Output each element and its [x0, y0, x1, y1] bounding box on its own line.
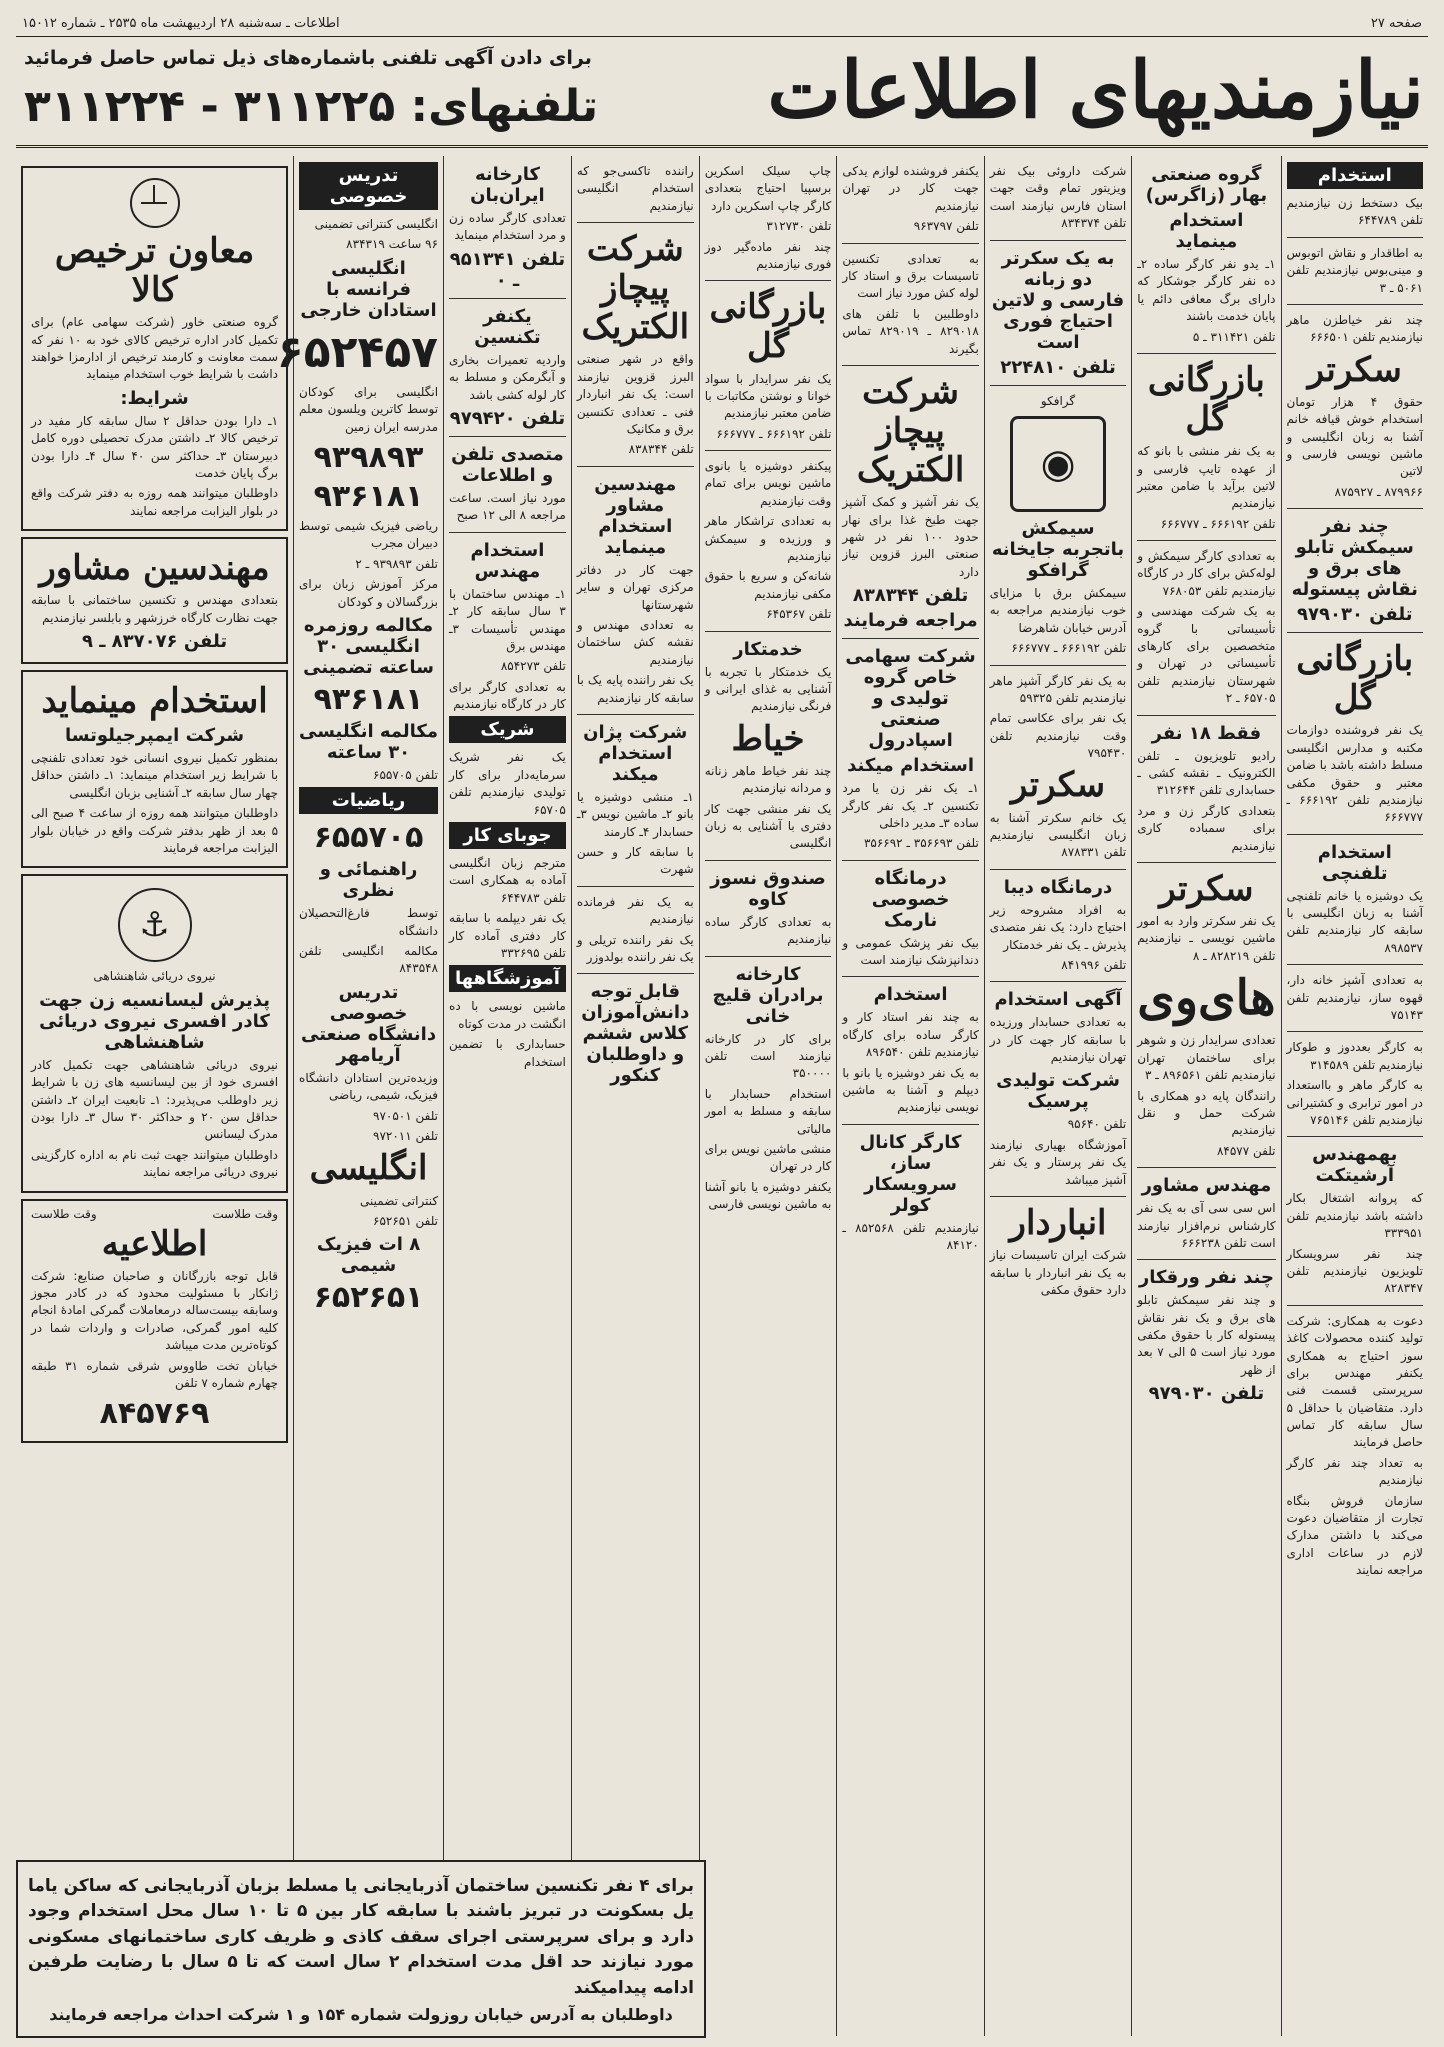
ad-text: ریاضی فیزیک شیمی توسط دبیران مجرب — [299, 518, 439, 551]
divider — [842, 365, 978, 366]
ad-phone: ۹۳۶۱۸۱ — [313, 681, 424, 717]
divider — [705, 860, 832, 861]
ad-text: چند نفر خیاطزن ماهر نیازمندیم تلفن ۶۶۶۵۰۱ — [1286, 312, 1423, 345]
ad-heading: شرکت پیچاز الکتریک — [581, 229, 690, 348]
time-label: وقت طلاست — [212, 1206, 279, 1221]
ad-heading: بازرگانی گل — [1147, 359, 1265, 440]
divider — [1137, 540, 1275, 541]
ad-text: تلفن ۹۳۹۸۹۳ ـ ۲ — [355, 556, 439, 571]
masthead-notice: برای دادن آگهی تلفنی باشماره‌های ذیل تماس حاصل فرمائید — [24, 47, 592, 69]
column-7 — [443, 156, 571, 2036]
column-4 — [836, 156, 983, 2036]
section-header-schools: آموزشگاهها — [449, 965, 566, 992]
time-labels — [31, 1207, 278, 1221]
ad-heading: استخدام مینماید — [41, 680, 268, 721]
ad-text: ماشین نویسی با ده انگشت در مدت کوتاه — [449, 999, 566, 1031]
ad-box-customs — [21, 166, 288, 531]
ad-note: داوطلبان میتوانند همه روزه به دفتر شرکت واقع در بلوار الیزابت مراجعه نمایند — [31, 486, 279, 518]
ad-text: با سابقه کار و حسن شهرت — [576, 845, 694, 877]
ad-text: به یک نفر دوشیزه یا بانو با دیپلم و آشنا به ماشین نویسی نیازمندیم — [842, 1065, 979, 1115]
ad-heading: درمانگاه دیبا — [1003, 876, 1113, 898]
ad-heading: انگلیسی — [309, 1148, 428, 1189]
ad-text: به تعدادی تراشکار ماهر و ورزیده و سیمکش نیازمندیم — [704, 514, 832, 564]
ad-text: یک خانم سکرتر آشنا به زبان انگلیسی نیازمندیم تلفن ۸۷۸۳۳۱ — [989, 810, 1127, 860]
ad-text: به یک شرکت مهندسی و تأسیساتی با گروه متخصصین برای کارهای تأسیساتی در تهران و شهرستان نیازمندیم تلفن ۶۵۷۰۵ ـ ۲ — [1137, 604, 1276, 706]
ad-text: قابل توجه بازرگانان و صاحبان صنایع: شرکت ژانکار با مسئولیت محدود که در کادر مجوز وسابقه بیست‌ساله درمعاملات گمرکی امادهٔ انجام کلیه امور گمرکی، صادرات و واردات شما در کوتاه‌ترین مدت میباشد — [31, 1268, 279, 1353]
ad-heading: به یک سکرتر دو زبانه فارسی و لاتین احتیاج فوری است — [991, 247, 1125, 353]
ad-text: یکنفر دوشیزه یا بانو آشنا به ماشین نویسی فارسی — [704, 1179, 832, 1212]
ad-phone: تلفن ۶۶۶۱۹۲ ـ ۶۶۶۷۷۷ — [1011, 641, 1127, 656]
ad-subheading: نیروی دریائی شاهنشاهی — [93, 969, 216, 984]
ad-text: به تعدادی کارگر برای کار در کارگاه نیازمندیم — [449, 679, 566, 712]
divider — [577, 973, 694, 974]
ad-text: بیک دستخط زن نیازمندیم تلفن ۶۴۴۷۸۹ — [1286, 196, 1423, 228]
ad-box-tabriz — [16, 1860, 706, 2039]
ad-box-hiring — [21, 670, 288, 868]
ad-text: چند نفر خیاط ماهر زنانه و مردانه نیازمندیم — [704, 763, 832, 796]
ad-text: تعدادی سرایدار زن و شوهر برای ساختمان تهران نیازمندیم تلفن ۸۹۶۵۶۱ ـ ۳ — [1137, 1033, 1276, 1083]
navy-emblem-icon: ⚓ — [118, 888, 192, 962]
divider — [449, 298, 566, 299]
ad-heading: تدریس خصوصی دانشگاه صنعتی آریامهر — [301, 981, 437, 1066]
ad-text: راننده تاکسی‌جو که استخدام انگلیسی نیازمندیم — [576, 164, 694, 213]
ad-text: به اطاقدار و نقاش اتوبوس و مینی‌بوس نیازمندیم تلفن ۵۰۶۱ ـ ۳ — [1286, 245, 1423, 295]
ad-box-consultants — [21, 537, 288, 664]
ad-text: ۱ـ منشی دوشیزه یا بانو ۲ـ ماشین نویس ۳ـ حسابدار ۴ـ کارمند — [576, 789, 694, 839]
ad-note: داوطلبان میتوانند همه روزه از ساعت ۴ صبح الی ۵ بعد از ظهر بدفتر شرکت واقع در خیابان بلوار الیزابت مراجعه فرمایند — [31, 806, 279, 856]
divider — [449, 532, 566, 533]
ad-heading: راهنمائی و نظری — [319, 859, 418, 902]
ad-text: آموزشگاه بهیاری نیازمند یک نفر پرستار و یک نفر آشپز میباشد — [989, 1137, 1127, 1187]
ad-text: نیروی دریائی شاهنشاهی جهت تکمیل کادر افسری خود از بین لیسانسیه های زن با شرایط زیر داوطلب می‌پذیرد: ۱ـ تابعیت ایران ۲ـ داشتن حداقل سن ۲۰ و حداکثر ۳۰ سال ۳ـ دارا بودن مدرک لیسانس — [31, 1057, 279, 1142]
ad-box-notice — [21, 1199, 288, 1444]
ad-text: رانندگان پایه دو همکاری با شرکت حمل و نقل نیازمندیم — [1137, 1088, 1276, 1138]
ad-subheading: شرایط: — [120, 387, 189, 409]
ad-phone: تلفن ۶۵۲۶۵۱ — [373, 1213, 439, 1228]
ad-phone: تلفن ۹۷۰۵۰۱ — [373, 1108, 439, 1123]
ad-heading: استخدام — [873, 984, 948, 1006]
ad-heading: سیمکش باتجربه جایخانه گرافکو — [991, 517, 1125, 581]
ad-heading: استخدام تلفنچی — [1317, 841, 1392, 884]
ad-phone: تلفن ۹۷۹۴۲۰ — [449, 407, 566, 429]
newspaper-page — [16, 10, 1428, 2038]
divider — [1137, 1167, 1275, 1168]
ad-phone: ۶۵۵۷۰۵ — [313, 820, 424, 856]
ad-phone: ۹۶ ساعت ۸۳۴۳۱۹ — [346, 237, 439, 252]
divider — [577, 466, 694, 467]
ad-text: بیک نفر پزشک عمومی و دندانپزشک نیازمند است — [842, 935, 979, 968]
ad-heading: خیاط — [731, 718, 805, 759]
ad-text: منشی ماشین نویس برای کار در تهران — [704, 1141, 832, 1174]
ad-heading: بازرگانی گل — [1296, 639, 1414, 719]
column-3 — [984, 156, 1131, 2036]
ad-text: به تعداد چند نفر کارگر نیازمندیم — [1286, 1455, 1423, 1488]
ad-text: یک نفر دیپلمه با سابقه کار دفتری آماده کار تلفن ۳۳۲۶۹۵ — [449, 911, 566, 960]
ad-text: به تعدادی کارگر سیمکش و لوله‌کش برای کار در کارگاه نیازمندیم تلفن ۷۶۸۰۵۳ — [1137, 549, 1276, 598]
section-header-math: ریاضیات — [299, 787, 438, 814]
ad-text: به تعدادی تکنسین تاسیسات برق و استاد کار لوله کش مورد نیاز است — [842, 251, 979, 301]
section-header-job-seekers: جوبای کار — [449, 822, 566, 849]
ad-heading: انگلیسی فرانسه با استادان خارجی — [300, 257, 437, 321]
ad-columns — [16, 156, 1428, 2036]
divider — [577, 886, 694, 887]
ad-heading: گروه صنعتی بهار (زاگرس) — [1145, 164, 1268, 206]
divider — [577, 222, 694, 223]
ad-text: انگلیسی برای کودکان توسط کاترین ویلسون معلم مدرسه ایران زمین — [299, 384, 439, 434]
ad-text: بتعدادی کارگر زن و مرد برای سمباده کاری نیازمندیم — [1137, 803, 1276, 853]
ad-phone: تلفن ۹۵۱۳۴۱ ـ ۰ — [449, 248, 566, 291]
grafco-logo-icon: ◉ — [1010, 416, 1106, 512]
ad-phone: تلفن ۸۵۴۲۷۳ — [500, 659, 566, 674]
ad-text: کنتراتی تضمینی — [360, 1193, 439, 1208]
ad-text: یک نفر راننده پایه یک با سابقه کار نیازمندیم — [576, 673, 694, 705]
ad-phone: تلفن ۶۶۶۱۹۲ ـ ۶۶۶۷۷۷ — [716, 426, 832, 441]
column-5 — [699, 156, 837, 2036]
ad-note: داوطلبان میتوانند جهت ثبت نام به اداره کارگزینی نیروی دریائی مراجعه نمایند — [31, 1147, 279, 1180]
column-1 — [1281, 156, 1428, 2036]
page-topline — [16, 10, 1428, 37]
masthead-phones: تلفنهای: ۳۱۱۲۲۵ - ۳۱۱۲۲۴ — [24, 81, 599, 132]
ad-text: بتعدادی مهندس و تکنسین ساختمانی با سابقه جهت نظارت کارگاه خرزشهر و بابلسر نیازمندیم — [31, 593, 279, 625]
ad-phone: تلفن ۶۶۶۱۹۲ ـ ۶۶۶۷۷۷ — [1160, 516, 1276, 531]
divider — [1137, 1259, 1275, 1260]
ad-text: که پروانه اشتغال بکار داشته باشد نیازمندیم تلفن ۳۳۳۹۵۱ — [1286, 1191, 1423, 1241]
ad-heading: فقط ۱۸ نفر — [1151, 722, 1262, 744]
mercedes-logo-icon — [130, 178, 180, 228]
ad-text: یک دوشیزه یا خانم تلفنچی آشنا به زبان انگلیسی با سابقه کار نیازمندیم تلفن ۸۹۸۵۳۷ — [1286, 888, 1423, 955]
ad-heading: انباردار — [1009, 1203, 1107, 1244]
ad-heading: قابل توجه دانش‌آموزان کلاس ششم و داوطلبان کنکور — [581, 981, 690, 1087]
divider — [1287, 1305, 1423, 1306]
ad-text: به کارگر ماهر و بااستعداد در امور ترابری و کشتیرانی نیازمندیم تلفن ۷۶۵۱۴۶ — [1286, 1078, 1423, 1127]
ad-text: بمنظور تکمیل نیروی انسانی خود تعدادی تلفنچی با شرایط زیر استخدام مینماید: ۱ـ داشتن حداقل چهار سال سابقه ۲ـ آشنایی بزبان انگلیسی — [31, 751, 279, 800]
divider — [705, 450, 832, 451]
ad-phone: تلفن ۳۱۲۷۳۰ — [766, 219, 832, 234]
ad-text: چاپ سیلک اسکرین برسپیا احتیاج بتعدادی کارگر چاپ اسکرین دارد — [704, 164, 832, 213]
ad-subheading: استخدام مینماید — [1169, 210, 1244, 252]
ad-text: به تعدادی آشپز خانه دار، قهوه ساز، نیازمندیم تلفن ۷۵۱۴۳ — [1286, 973, 1423, 1023]
section-header-employment: استخدام — [1287, 162, 1423, 189]
ad-text: یک نفر برای عکاسی تمام وقت نیازمندیم تلفن ۷۹۵۴۳۰ — [989, 711, 1127, 761]
ad-heading: استخدام مهندس — [470, 539, 545, 582]
ad-text: شرکت ایران تاسیسات نیاز به یک نفر انباردار با سابقه دارد حقوق مکفی — [989, 1248, 1127, 1297]
divider — [990, 665, 1126, 666]
ad-text: توسط فارغ‌التحصیلان دانشگاه — [299, 906, 439, 938]
divider — [1137, 715, 1275, 716]
ad-heading: مکالمه روزمره انگلیسی ۳۰ ساعته تضمینی — [303, 614, 434, 678]
ad-heading: بهمهندس آرشیتکت — [1312, 1144, 1398, 1187]
ad-text: ۱ـ دارا بودن حداقل ۲ سال سابقه کار مفید در ترخیص کالا ۲ـ داشتن مدرک تحصیلی دوره کامل دبیرستان ۳ـ حداکثر سن ۴۰ سال ۴ـ دارا بودن برگ پایان خدمت — [31, 413, 279, 480]
ad-text: چند نفر ماده‌گیر دوز فوری نیازمندیم — [704, 239, 832, 271]
ad-heading: سکرتر — [1010, 765, 1106, 806]
ad-text: یک نفر فروشنده دوازمات مکتبه و مدارس انگلیسی مسلط داشته باشد با ضامن معتبر و حقوق مکفی نیازمندیم تلفن ۶۶۶۱۹۲ ـ ۶۶۶۷۷۷ — [1286, 723, 1423, 825]
ad-heading: کارخانه ایران‌بان — [470, 164, 545, 206]
divider — [1287, 304, 1423, 305]
divider — [990, 869, 1126, 870]
ad-phone: تلفن ۹۷۲۰۱۱ — [373, 1129, 439, 1144]
ad-heading: مهندسین مشاور استخدام مینماید — [594, 473, 677, 558]
ad-note: مراجعه فرمایند — [843, 610, 978, 632]
section-header-partner: شریک — [449, 716, 566, 743]
ad-box-navy — [21, 874, 288, 1192]
ad-heading: صندوق نسوز کاوه — [710, 867, 826, 910]
graphic-label: گرافکو — [1040, 393, 1076, 408]
divider — [1287, 632, 1423, 633]
ad-phone: تلفن ۹۷۹۰۳۰ — [1297, 604, 1413, 626]
ad-text: حقوق ۴ هزار تومان استخدام خوش قیافه خانم آشنا به زبان انگلیسی و ماشین نویسی فارسی و لاتین — [1286, 394, 1423, 479]
ad-heading: خدمتکار — [733, 638, 803, 660]
ad-phone: تلفن ۹۷۹۰۳۰ — [1148, 1383, 1265, 1405]
ad-text: واقع در شهر صنعتی البرز قزوین نیازمند است: یک نفر انباردار فنی ـ تعدادی تکنسین برق و مکانیک — [576, 352, 694, 437]
ad-text: یک نفر سکرتر وارد به امور ماشین نویسی ـ نیازمندیم تلفن ۸۲۸۲۱۹ ـ ۸ — [1137, 914, 1276, 963]
ad-text: تعدادی کارگر ساده زن و مرد استخدام مینماید — [449, 211, 566, 243]
ad-heading: چند نفر سیمکش تابلو های برق و نقاش پیستوله — [1291, 516, 1418, 601]
ad-text: واردیه تعمیرات بخاری و آبگرمکن و مسلط به کار لوله کشی باشد — [449, 352, 566, 402]
ad-text: ۱ـ یک نفر زن یا مرد تکنسین ۲ـ یک نفر کارگر ساده ۳ـ مدیر داخلی — [842, 781, 979, 830]
ad-phone: تلفن ۸۴۱۹۹۶ — [1061, 957, 1127, 972]
ad-text: نیازمندیم تلفن ۸۵۲۵۶۸ ـ ۸۴۱۲۰ — [842, 1220, 979, 1253]
ad-heading: متصدی تلفن و اطلاعات — [451, 443, 564, 486]
divider — [990, 240, 1126, 241]
ad-text: مرکز آموزش زبان برای بزرگسالان و کودکان — [299, 577, 439, 609]
ad-phone: تلفن ۹۵۶۴۰ — [1067, 1117, 1127, 1132]
divider — [705, 956, 832, 957]
ad-text: به تعدادی مهندس و نقشه کش ساختمان نیازمندیم — [576, 617, 694, 667]
section-header-tutoring: تدریس خصوصی — [299, 162, 438, 210]
column-2 — [1131, 156, 1280, 2036]
time-label: وقت طلاست — [31, 1206, 97, 1221]
ad-text: به تعدادی حسابدار ورزیده با سابقه کار جهت کار در تهران نیازمندیم — [989, 1015, 1127, 1065]
ad-phone: ۶۵۲۶۵۱ — [313, 1280, 424, 1316]
ad-text: جهت کار در دفاتر مرکزی تهران و سایر شهرستانها — [576, 562, 694, 612]
ad-text: انگلیسی کنتراتی تضمینی — [314, 217, 439, 231]
ad-phone: تلفن ۸۴۵۷۷ — [1216, 1143, 1276, 1158]
ad-text: ۱ـ مهندس ساختمان با ۳ سال سابقه کار ۲ـ مهندس تأسیسات ۳ـ مهندس برق — [449, 586, 566, 653]
divider — [1137, 353, 1275, 354]
divider — [1287, 237, 1423, 238]
divider — [842, 860, 978, 861]
ad-phone: تلفن ۶۴۵۳۶۷ — [766, 607, 832, 622]
ad-note: خیابان تخت طاووس شرقی شماره ۳۱ طبقه چهارم شماره ۷ تلفن — [31, 1358, 279, 1390]
ad-text: یک نفر منشی جهت کار دفتری با آشنایی به زبان انگلیسی — [704, 801, 832, 851]
divider — [705, 631, 832, 632]
divider — [842, 1124, 978, 1125]
ad-heading: شرکت پیچاز الکتریک — [856, 371, 965, 491]
ad-text: گروه صنعتی خاور (شرکت سهامی عام) برای تکمیل کادر اداره ترخیص کالای خود به ۱۰ نفر که سمت معاونت و کارمند ترخیص از ادارمزا خواهند داشت با شرایط خوب استخدام مینماید — [31, 315, 279, 382]
ad-heading: کارگر کانال ساز، سرویسکار کولر — [859, 1131, 962, 1216]
ad-phone: ۸۷۹۹۶۶ ـ ۸۷۵۹۲۷ — [1334, 484, 1423, 499]
divider — [705, 280, 832, 281]
ad-heading: های‌وی — [1137, 970, 1276, 1027]
divider — [577, 714, 694, 715]
divider — [1287, 508, 1423, 509]
divider — [1287, 964, 1423, 965]
ad-text: به چند نفر استاد کار و کارگر ساده برای کارگاه نیازمندیم تلفن ۸۹۶۵۴۰ — [842, 1010, 979, 1060]
ad-text: به تعدادی کارگر ساده نیازمندیم — [704, 914, 832, 947]
ad-heading: چند نفر ورقکار — [1138, 1267, 1274, 1289]
ad-heading: معاون ترخیص کالا — [54, 231, 255, 311]
divider — [842, 976, 978, 977]
ad-heading: بازرگانی گل — [709, 287, 827, 367]
divider — [1137, 862, 1275, 863]
ad-heading: سکرتر — [1159, 868, 1254, 909]
column-8 — [276, 156, 443, 2036]
ad-text: استخدام حسابدار با سابقه و مسلط به امور مالیاتی — [704, 1086, 832, 1136]
ad-heading: شرکت پژان استخدام میکند — [583, 721, 688, 785]
ad-text: یک نفر آشپز و کمک آشپز جهت طبخ غذا برای نهار حدود ۱۰۰ نفر در شهر صنعتی البرز قزوین نیاز دارد — [842, 495, 979, 579]
ad-text: به افراد مشروحه زیر احتیاج دارد: یک نفر متصدی پذیرش ـ یک نفر خدمتکار — [989, 902, 1127, 952]
ad-text: حسابداری با تضمین استخدام — [449, 1037, 566, 1069]
divider — [1287, 1031, 1423, 1032]
ad-text: به یک نفر کارگر آشپز ماهر نیازمندیم تلفن ۵۹۳۲۵ — [989, 673, 1127, 705]
ad-heading: درمانگاه خصوصی نارمک — [871, 867, 950, 931]
ad-text: مترجم زبان انگلیسی آماده به همکاری است تلفن ۶۴۴۷۸۳ — [449, 856, 566, 905]
ad-heading: کارخانه برادران قلیچ خانی — [712, 963, 824, 1027]
ad-heading: مکالمه انگلیسی ۳۰ ساعته — [299, 720, 439, 763]
ad-text: ۱ـ یدو نفر کارگر ساده ۲ـ ده نفر کارگر جوشکار که دارای برگ معافی دائم یا پایان خدمت باشند — [1137, 257, 1276, 324]
ad-text: برای ۴ نفر تکنسین ساختمان آذربایجانی یا مسلط بزبان آذربایجانی که ساکن یاما یل بسکونت در تبریز باشند با سابقه کار بین ۵ تا ۱۰ سال محل استخدام وجود دارد و برای سرپرستی اجرای سقف کاذی و ظریف کاری ساختمانهای مسکونی مورد نیازند حد اقل مدت استخدام ۲ سال است که تا ۵ سال با رضایت طرفین ادامه پیدامیکند — [28, 1875, 695, 1998]
divider — [842, 638, 978, 639]
ad-phone: تلفن ۲۲۴۸۱۰ — [1000, 356, 1116, 378]
divider — [449, 436, 566, 437]
divider — [990, 981, 1126, 982]
ad-phone: ۶۵۲۴۵۷ — [276, 326, 439, 378]
ad-heading: ۸ ات فیزیک شیمی — [316, 1234, 421, 1277]
divider — [842, 243, 978, 244]
ad-heading: مهندسین مشاور — [39, 548, 270, 589]
ad-phone: تلفن ۹۶۳۷۹۷ — [913, 219, 979, 234]
ad-text: اس سی سی آی به یک نفر کارشناس نرم‌افزار نیازمند است تلفن ۶۶۶۲۳۸ — [1137, 1201, 1276, 1250]
ad-text: به کارگر بعددوز و طوکار نیازمندیم تلفن ۳۱۴۵۸۹ — [1286, 1040, 1423, 1072]
ad-phone: تلفن ۳۱۱۴۲۱ ـ ۵ — [1192, 329, 1276, 344]
ad-heading: پذیرش لیسانسیه زن جهت کادر افسری نیروی دریائی شاهنشاهی — [39, 989, 270, 1053]
ad-phone: تلفن ۸۳۸۳۴۴ — [852, 585, 969, 607]
page-label: صفحه ۲۷ — [1370, 15, 1422, 31]
ad-text: پیکنفر دوشیزه یا بانوی ماشین نویس برای تمام وقت نیازمندیم — [704, 459, 832, 508]
ad-phone: ۹۳۶۱۸۱ — [313, 478, 424, 514]
ad-heading: سکرتر — [1307, 349, 1402, 390]
ad-text: سازمان فروش بنگاه تجارت از متقاضیان دعوت می‌کند با داشتن مدارک لازم در ساعات اداری مراجعه نمایند — [1286, 1493, 1423, 1578]
ad-text: سیمکش برق با مزایای خوب نیازمندیم مراجعه به آدرس خیابان شاهرضا — [989, 585, 1127, 635]
ad-heading: مهندس مشاور — [1141, 1175, 1272, 1197]
ad-subheading: شرکت ایمپرجیلوتسا — [65, 725, 245, 747]
ad-phone: تلفن ۸۳۸۳۴۴ — [628, 442, 694, 457]
ad-phone: تلفن ۳۵۶۶۹۳ ـ ۳۵۶۶۹۲ — [863, 836, 979, 851]
ad-text: چند نفر سرویسکار تلویزیون نیازمندیم تلفن ۸۲۸۳۴۷ — [1286, 1246, 1423, 1296]
ad-text: و چند نفر سیمکش تابلو های برق و یک نفر نقاش پیستوله کار با حقوق مکفی مورد نیاز است ۵ الی ۷ بعد از ظهر — [1137, 1293, 1276, 1377]
ad-heading: اطلاعیه — [101, 1223, 208, 1264]
ad-text: شرکت داروئی بیک نفر ویزیتور تمام وقت جهت استان فارس نیازمند است تلفن ۸۳۴۳۷۴ — [989, 164, 1127, 231]
ad-heading: یکنفر تکنسین — [474, 305, 541, 348]
ad-text: شانه‌کن و سریع با حقوق مکفی نیازمندیم — [704, 569, 832, 601]
divider — [990, 385, 1126, 386]
ad-note: داوطلبان به آدرس خیابان روزولت شماره ۱۵۴ و ۱ شرکت احداث مراجعه فرمایند — [49, 2005, 673, 2024]
ad-text: مکالمه انگلیسی تلفن ۸۴۳۵۴۸ — [299, 944, 439, 976]
ad-text: به یک نفر فرمانده نیازمندیم — [576, 894, 694, 927]
column-9 — [16, 156, 293, 2036]
ad-text: یک نفر راننده تریلی و یک نفر راننده بولدوزر — [576, 932, 694, 965]
ad-text: داوطلبین با تلفن های ۸۲۹۰۱۸ ـ ۸۲۹۰۱۹ تماس بگیرند — [842, 306, 979, 356]
ad-phone: تلفن ۶۵۵۷۰۵ — [373, 767, 439, 782]
ad-phone: تلفن ۸۳۷۰۷۶ ـ ۹ — [81, 630, 228, 652]
ad-text: وزیده‌ترین استادان دانشگاه فیزیک، شیمی، ریاضی — [299, 1070, 439, 1103]
ad-text: برای کار در کارخانه نیازمند است تلفن ۳۵۰۰۰۰ — [704, 1031, 832, 1081]
masthead — [16, 37, 1428, 148]
divider — [1287, 1136, 1423, 1137]
masthead-title: نیازمندیهای اطلاعات — [767, 45, 1424, 136]
ad-phone: ۸۴۵۷۶۹ — [99, 1396, 210, 1432]
ad-text: دعوت به همکاری: شرکت تولید کننده محصولات کاغذ سوز احتیاج به همکاری یکنفر مهندس برای سرپرستی قسمت فنی دارد. متقاضیان با حداقل ۵ سال سابقه کار تماس حاصل فرمایند — [1286, 1313, 1423, 1450]
ad-heading: شرکت تولیدی پرسیک — [996, 1070, 1120, 1113]
ad-text: یکنفر فروشنده لوازم یدکی جهت کار در تهران نیازمندیم — [842, 164, 979, 213]
ad-subheading: استخدام میکند — [847, 755, 975, 777]
ad-text: یک خدمتکار با تجربه با آشنایی به غذای ایرانی و فرنگی نیازمندیم — [704, 664, 832, 714]
ad-text: رادیو تلویزیون ـ تلفن الکترونیک ـ نقشه کشی ـ حسابداری تلفن ۳۱۲۶۴۴ — [1137, 748, 1276, 798]
column-6 — [571, 156, 699, 2036]
ad-text: مورد نیاز است. ساعت مراجعه ۸ الی ۱۲ صبح — [449, 490, 566, 523]
ad-text: یک نفر سرایدار با سواد خوانا و نوشتن مکاتبات با ضامن معتبر نیازمندیم — [704, 371, 832, 421]
ad-text: یک نفر شریک سرمایه‌دار برای کار تولیدی نیازمندیم تلفن ۶۵۷۰۵ — [449, 750, 566, 817]
ad-heading: آگهی استخدام — [994, 989, 1122, 1011]
ad-phone: ۹۳۹۸۹۳ — [313, 439, 424, 475]
ad-text: به یک نفر منشی با بانو که از عهده تایپ فارسی و لاتین برآید با ضامن معتبر نیازمندیم — [1137, 444, 1276, 511]
divider — [990, 1196, 1126, 1197]
ad-heading: شرکت سهامی خاص گروه تولیدی و صنعتی اسپادرول — [845, 646, 976, 752]
issue-line: اطلاعات ـ سه‌شنبه ۲۸ اردیبهشت ماه ۲۵۳۵ ـ شماره ۱۵۰۱۲ — [22, 15, 340, 31]
divider — [1287, 834, 1423, 835]
